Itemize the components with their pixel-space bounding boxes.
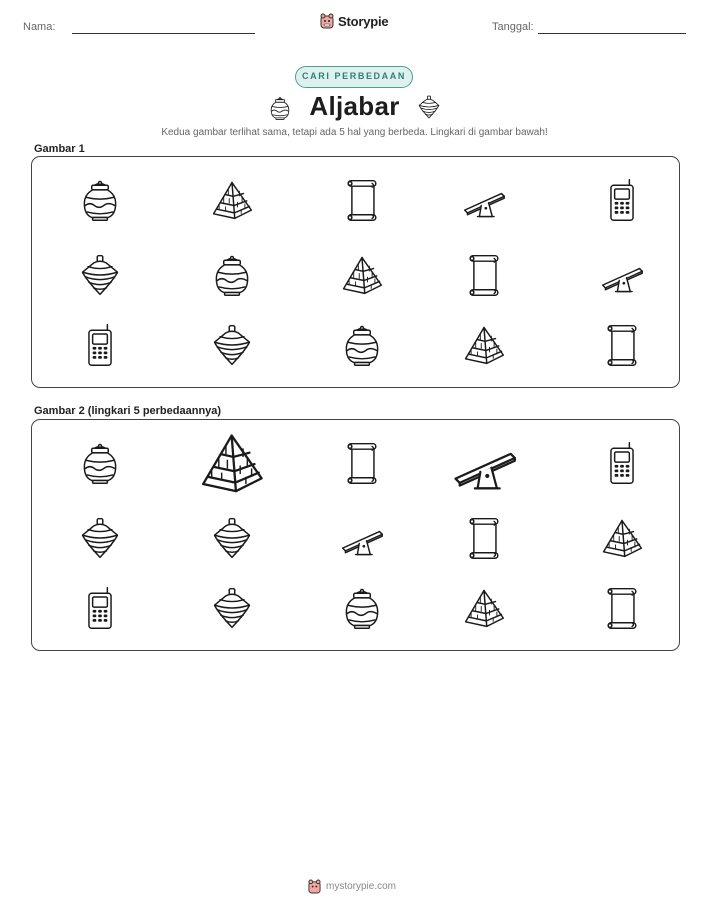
brand-logo	[320, 13, 388, 29]
picture-1-pot-icon	[77, 177, 123, 223]
picture-2-pot-icon[interactable]	[339, 585, 385, 631]
date-label: Tanggal:	[492, 21, 534, 33]
picture-2-scroll-icon[interactable]	[461, 515, 507, 561]
picture-1-panel	[31, 156, 680, 388]
picture-1-pyramid-icon	[209, 177, 255, 223]
picture-1-pyramid-icon	[461, 322, 507, 368]
picture-1-pot-icon	[209, 252, 255, 298]
picture-2-top-icon[interactable]	[77, 515, 123, 561]
picture-2-top-icon[interactable]	[209, 585, 255, 631]
picture-2-scroll-icon[interactable]	[599, 585, 645, 631]
picture-1-label: Gambar 1	[34, 143, 85, 155]
picture-1-seesaw-icon	[461, 177, 507, 223]
picture-1-top-icon	[209, 322, 255, 368]
picture-1-seesaw-icon	[599, 252, 645, 298]
storypie-mascot-icon	[320, 13, 334, 29]
footer-site: mystorypie.com	[326, 881, 397, 892]
picture-2-pyramid-icon[interactable]	[196, 427, 267, 498]
picture-2-pot-icon[interactable]	[77, 440, 123, 486]
picture-2-panel[interactable]	[31, 419, 680, 651]
picture-1-scroll-icon	[339, 177, 385, 223]
picture-2-scroll-icon[interactable]	[339, 440, 385, 486]
storypie-mascot-icon	[308, 879, 321, 894]
picture-2-seesaw-icon[interactable]	[450, 429, 519, 498]
picture-2-phone-icon[interactable]	[599, 440, 645, 486]
name-field[interactable]	[72, 33, 255, 34]
title-top-icon	[416, 92, 442, 122]
picture-1-phone-icon	[599, 177, 645, 223]
picture-1-scroll-icon	[599, 322, 645, 368]
brand-name: Storypie	[338, 13, 389, 29]
picture-1-pot-icon	[339, 322, 385, 368]
picture-2-top-icon[interactable]	[209, 515, 255, 561]
worksheet-badge: CARI PERBEDAAN	[295, 66, 413, 88]
picture-2-pyramid-icon[interactable]	[461, 585, 507, 631]
picture-2-label: Gambar 2 (lingkari 5 perbedaannya)	[34, 405, 222, 417]
footer	[308, 879, 396, 894]
name-label: Nama:	[23, 21, 56, 33]
picture-1-phone-icon	[77, 322, 123, 368]
picture-1-pyramid-icon	[339, 252, 385, 298]
picture-2-phone-icon[interactable]	[77, 585, 123, 631]
picture-1-scroll-icon	[461, 252, 507, 298]
instructions: Kedua gambar terlihat sama, tetapi ada 5 hal yang berbeda. Lingkari di gambar bawah!	[161, 127, 548, 138]
picture-2-seesaw-icon[interactable]	[339, 515, 385, 561]
picture-2-pyramid-icon[interactable]	[599, 515, 645, 561]
picture-1-top-icon	[77, 252, 123, 298]
date-field[interactable]	[538, 33, 686, 34]
page-title: Aljabar	[309, 91, 400, 121]
